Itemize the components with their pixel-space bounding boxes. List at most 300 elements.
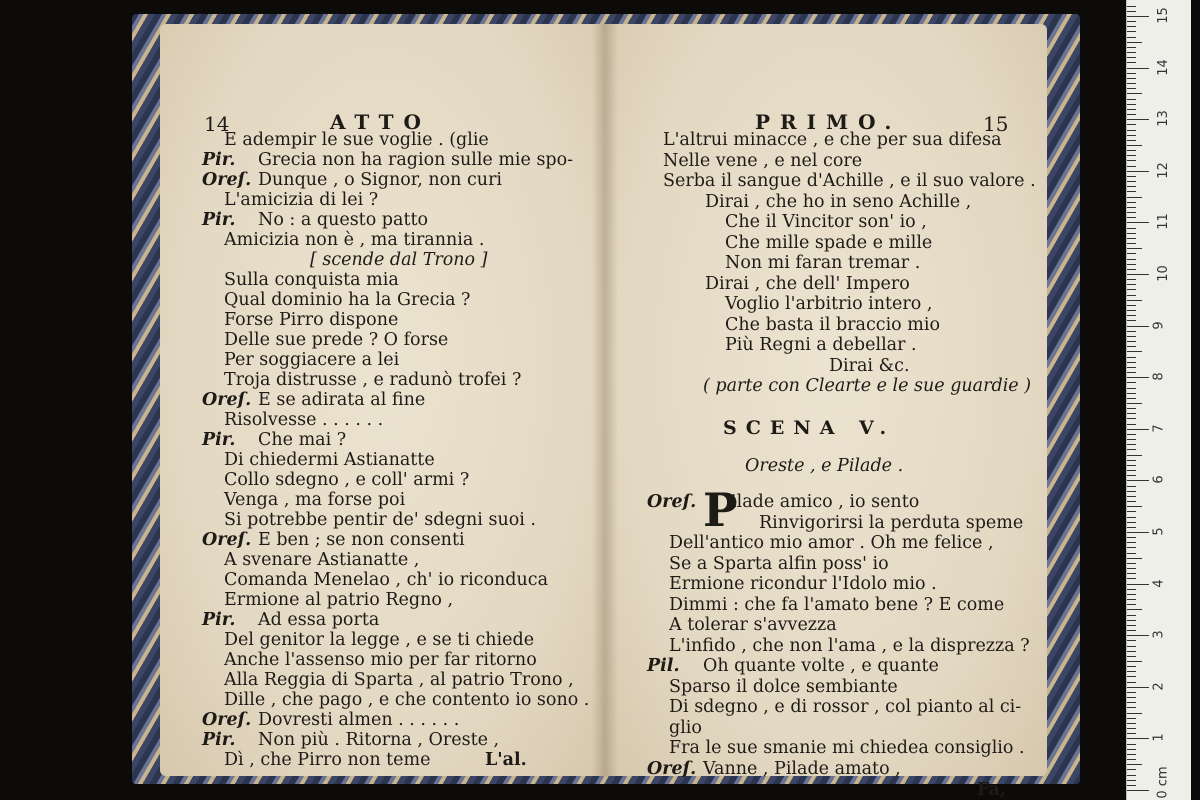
ruler-tick <box>1127 671 1136 672</box>
ruler-tick <box>1127 398 1136 399</box>
ruler-tick <box>1127 160 1136 161</box>
speaker-label: Pir. <box>202 150 236 170</box>
speaker-label: Pir. <box>202 730 236 750</box>
verse-text: Troja distrusse , e radunò trofei ? <box>224 370 522 390</box>
text-line <box>160 710 459 730</box>
verse-text: E ben ; se non consenti <box>258 530 465 550</box>
ruler-tick <box>1127 16 1149 17</box>
ruler-tick <box>1127 759 1136 760</box>
verse-text: ilade amico , io sento <box>731 492 920 512</box>
ruler-tick <box>1127 202 1136 203</box>
verse-text: Grecia non ha ragion sulle mie spo- <box>258 150 574 170</box>
ruler-tick <box>1127 635 1149 636</box>
ruler-tick <box>1127 238 1136 239</box>
speaker-label: Oreſ. <box>202 390 252 410</box>
ruler-tick <box>1127 578 1136 579</box>
ruler-tick <box>1127 573 1136 574</box>
ruler-tick <box>1127 429 1149 430</box>
text-line <box>605 636 1030 656</box>
ruler-tick <box>1127 449 1136 450</box>
ruler-tick <box>1127 749 1136 750</box>
ruler-tick <box>1127 166 1136 167</box>
text-line <box>605 130 1002 150</box>
ruler-tick <box>1127 661 1142 662</box>
scene-title: SCENA V. <box>723 417 896 439</box>
ruler-tick <box>1127 305 1136 306</box>
text-line <box>605 151 862 171</box>
verse-text: Dille , che pago , e che contento io sono . <box>224 690 590 710</box>
ruler-tick <box>1127 99 1136 100</box>
ruler-tick <box>1127 439 1136 440</box>
ruler-tick <box>1127 222 1149 223</box>
ruler-tick <box>1127 351 1142 352</box>
catchword-left: L'al. <box>485 750 527 770</box>
ruler-tick <box>1127 336 1136 337</box>
verse-text: Non più . Ritorna , Oreste , <box>258 730 500 750</box>
catchword-right: Fa, <box>977 780 1006 800</box>
text-line <box>160 570 548 590</box>
ruler-tick <box>1127 785 1136 786</box>
ruler-tick <box>1127 264 1136 265</box>
ruler-tick <box>1127 615 1136 616</box>
ruler-tick <box>1127 130 1136 131</box>
speaker-label: Pir. <box>202 210 236 230</box>
verse-text: Anche l'assenso mio per far ritorno <box>224 650 537 670</box>
ruler-tick <box>1127 517 1136 518</box>
text-line <box>160 390 425 410</box>
speaker-label: Pir. <box>202 430 236 450</box>
verse-text: E adempir le sue voglie . (glie <box>224 130 489 150</box>
ruler-tick <box>1127 687 1149 688</box>
text-line <box>605 718 702 738</box>
ruler-tick <box>1127 52 1136 53</box>
text-line <box>160 150 573 170</box>
ruler-number: 10 <box>1155 265 1171 282</box>
text-line <box>160 590 453 610</box>
ruler-tick <box>1127 289 1136 290</box>
verse-text: glio <box>669 717 702 738</box>
ruler-number: 15 <box>1155 7 1171 24</box>
text-line <box>605 315 940 335</box>
verse-text: Comanda Menelao , ch' io riconduca <box>224 570 548 590</box>
ruler-tick <box>1127 418 1136 419</box>
ruler-number: 9 <box>1151 320 1167 330</box>
ruler-tick <box>1127 228 1136 229</box>
verse-text: Dirai &c. <box>829 355 910 376</box>
verse-text: Che mai ? <box>258 430 347 450</box>
verse-text: Qual dominio ha la Grecia ? <box>224 290 471 310</box>
ruler-tick <box>1127 713 1142 714</box>
ruler-tick <box>1127 320 1136 321</box>
ruler-tick <box>1127 171 1149 172</box>
ruler-tick <box>1127 279 1136 280</box>
text-line <box>605 171 1036 191</box>
ruler-tick <box>1127 207 1136 208</box>
ruler-tick <box>1127 357 1136 358</box>
ruler-tick <box>1127 21 1136 22</box>
verse-text: Amicizia non è , ma tirannia . <box>224 230 485 250</box>
ruler-tick <box>1127 367 1136 368</box>
ruler-tick <box>1127 434 1136 435</box>
ruler-tick <box>1127 532 1149 533</box>
verse-text: Risolvesse . . . . . . <box>224 410 384 430</box>
ruler-tick <box>1127 666 1136 667</box>
ruler-tick <box>1127 253 1136 254</box>
text-line <box>160 330 448 350</box>
text-line <box>160 730 499 750</box>
ruler-tick <box>1127 496 1136 497</box>
verse-text: Serba il sangue d'Achille , e il suo valore . <box>663 171 1036 191</box>
verse-text: Nelle vene , e nel core <box>663 150 863 171</box>
ruler-tick <box>1127 217 1136 218</box>
running-head-left: ATTO <box>330 110 431 134</box>
text-line <box>605 574 937 594</box>
verse-text: Dirai , che ho in seno Achille , <box>705 191 972 212</box>
ruler-tick <box>1127 62 1136 63</box>
text-line <box>160 430 346 450</box>
text-line <box>160 510 536 530</box>
ruler-tick <box>1127 707 1136 708</box>
ruler-tick <box>1127 197 1142 198</box>
verse-text: Voglio l'arbitrio intero , <box>725 294 933 314</box>
text-line <box>160 610 379 630</box>
ruler-tick <box>1127 733 1136 734</box>
ruler-tick <box>1127 413 1136 414</box>
ruler-tick <box>1127 790 1149 791</box>
verse-text: L'infido , che non l'ama , e la disprezza ? <box>669 635 1030 656</box>
ruler-tick <box>1127 444 1136 445</box>
text-line <box>160 230 484 250</box>
text-line <box>160 630 534 650</box>
ruler-number: 3 <box>1151 630 1167 639</box>
text-line <box>160 410 383 430</box>
ruler-tick <box>1127 181 1136 182</box>
ruler-tick <box>1127 486 1136 487</box>
ruler-tick <box>1127 501 1136 502</box>
verse-text: Che mille spade e mille <box>725 232 933 253</box>
ruler-tick <box>1127 233 1136 234</box>
text-line <box>160 290 470 310</box>
ruler-tick <box>1127 702 1136 703</box>
text-line <box>605 697 1021 717</box>
text-line <box>605 554 889 574</box>
text-line <box>160 270 399 290</box>
ruler-tick <box>1127 42 1142 43</box>
ruler-tick <box>1127 114 1136 115</box>
verse-text: Se a Sparta alfin poss' io <box>669 553 889 574</box>
right-page <box>605 24 1047 800</box>
ruler-tick <box>1127 300 1142 301</box>
ruler-tick <box>1127 388 1136 389</box>
text-line <box>160 370 521 390</box>
ruler-tick <box>1127 11 1136 12</box>
measuring-ruler <box>1126 0 1191 800</box>
text-line <box>605 759 901 779</box>
verse-text: Ermione al patrio Regno , <box>224 590 454 610</box>
ruler-tick <box>1127 326 1149 327</box>
verse-text: Di chiedermi Astianatte <box>224 450 435 470</box>
ruler-tick <box>1127 537 1136 538</box>
ruler-tick <box>1127 599 1136 600</box>
text-line <box>310 250 488 270</box>
ruler-tick <box>1127 346 1136 347</box>
ruler-tick <box>1127 455 1142 456</box>
ruler-tick <box>1127 26 1136 27</box>
ruler-tick <box>1127 315 1136 316</box>
text-line <box>160 650 537 670</box>
ruler-tick <box>1127 754 1136 755</box>
speaker-label: Pir. <box>202 610 236 630</box>
verse-text: Dovresti almen . . . . . . <box>258 710 460 730</box>
verse-text: Venga , ma forse poi <box>224 490 406 510</box>
ruler-number: 1 <box>1151 733 1167 743</box>
ruler-tick <box>1127 155 1136 156</box>
ruler-tick <box>1127 377 1149 378</box>
ruler-tick <box>1127 145 1142 146</box>
ruler-tick <box>1127 506 1142 507</box>
speaker-label: Oreſ. <box>202 170 252 190</box>
ruler-tick <box>1127 150 1136 151</box>
ruler-tick <box>1127 135 1136 136</box>
ruler-number: 13 <box>1155 110 1171 127</box>
page-number-left: 14 <box>204 112 230 136</box>
ruler-tick <box>1127 728 1136 729</box>
ruler-tick <box>1127 243 1136 244</box>
verse-text: L'amicizia di lei ? <box>224 190 379 210</box>
ruler-tick <box>1127 47 1136 48</box>
ruler-tick <box>1127 124 1136 125</box>
verse-text: Sulla conquista mia <box>224 270 399 290</box>
text-line <box>160 170 502 190</box>
ruler-tick <box>1127 620 1136 621</box>
text-line <box>605 356 910 376</box>
verse-text: Del genitor la legge , e se ti chiede <box>224 630 535 650</box>
ruler-tick <box>1127 372 1136 373</box>
text-line <box>605 376 1031 396</box>
verse-text: Dunque , o Signor, non curi <box>258 170 503 190</box>
speaker-label: Oreſ. <box>647 492 697 512</box>
ruler-tick <box>1127 341 1136 342</box>
text-line <box>160 310 398 330</box>
ruler-tick <box>1127 764 1142 765</box>
ruler-tick <box>1127 310 1136 311</box>
ruler-tick <box>1127 37 1136 38</box>
ruler-tick <box>1127 738 1149 739</box>
verse-text: Che basta il braccio mio <box>725 314 941 335</box>
verse-text: Dì , che Pirro non teme <box>224 750 431 770</box>
text-line <box>160 350 399 370</box>
verse-text: Alla Reggia di Sparta , al patrio Trono , <box>224 670 574 690</box>
verse-text: A tolerar s'avvezza <box>669 615 837 635</box>
text-line <box>605 533 994 553</box>
ruler-tick <box>1127 775 1136 776</box>
ruler-tick <box>1127 744 1136 745</box>
verse-text: Più Regni a debellar . <box>725 335 917 355</box>
ruler-tick <box>1127 769 1136 770</box>
verse-text: Ermione ricondur l'Idolo mio . <box>669 574 937 594</box>
ruler-tick <box>1127 542 1136 543</box>
ruler-tick <box>1127 475 1136 476</box>
ruler-tick <box>1127 284 1136 285</box>
ruler-tick <box>1127 274 1149 275</box>
text-line <box>160 190 378 210</box>
ruler-tick <box>1127 68 1149 69</box>
text-line <box>605 738 1025 758</box>
text-line <box>605 253 920 273</box>
verse-text: Dell'antico mio amor . Oh me felice , <box>669 533 994 553</box>
text-line <box>605 513 1023 533</box>
verse-text: Dimmi : che fa l'amato bene ? E come <box>669 594 1005 615</box>
ruler-tick <box>1127 140 1136 141</box>
ruler-number: 14 <box>1155 58 1171 76</box>
ruler-tick <box>1127 408 1136 409</box>
verse-text: Forse Pirro dispone <box>224 310 399 330</box>
ruler-tick <box>1127 511 1136 512</box>
ruler-tick <box>1127 460 1136 461</box>
ruler-tick <box>1127 57 1136 58</box>
ruler-number: 6 <box>1151 475 1167 485</box>
ruler-tick <box>1127 522 1136 523</box>
ruler-tick <box>1127 594 1136 595</box>
verse-text: E se adirata al fine <box>258 390 426 410</box>
text-line <box>605 492 919 512</box>
ruler-tick <box>1127 109 1136 110</box>
text-line <box>160 470 469 490</box>
ruler-tick <box>1127 718 1136 719</box>
ruler-tick <box>1127 73 1136 74</box>
ruler-tick <box>1127 491 1136 492</box>
verse-text: Che il Vincitor son' io , <box>725 212 927 232</box>
speaker-label: Oreſ. <box>647 758 697 779</box>
ruler-tick <box>1127 584 1149 585</box>
ruler-tick <box>1127 362 1136 363</box>
text-line <box>160 550 419 570</box>
ruler-number: 4 <box>1151 578 1167 588</box>
text-line <box>605 294 932 314</box>
ruler-tick <box>1127 382 1136 383</box>
drop-cap: P <box>703 483 738 537</box>
scene-characters: Oreste , e Pilade . <box>745 456 904 476</box>
ruler-tick <box>1127 646 1136 647</box>
verse-text: Di sdegno , e di rossor , col pianto al ci- <box>669 697 1022 717</box>
text-line <box>605 274 910 294</box>
verse-text: A svenare Astianatte , <box>224 550 420 570</box>
text-line <box>160 490 405 510</box>
ruler-number: 2 <box>1151 682 1167 691</box>
ruler-tick <box>1127 295 1136 296</box>
verse-text: Delle sue prede ? O forse <box>224 330 449 350</box>
ruler-tick <box>1127 723 1136 724</box>
ruler-tick <box>1127 656 1136 657</box>
verse-text: Per soggiacere a lei <box>224 350 400 370</box>
ruler-tick <box>1127 248 1142 249</box>
verse-text: Rinvigorirsi la perduta speme <box>759 512 1024 533</box>
ruler-tick <box>1127 697 1136 698</box>
ruler-tick <box>1127 403 1142 404</box>
verse-text: Fra le sue smanie mi chiedea consiglio . <box>669 738 1025 758</box>
ruler-tick <box>1127 31 1136 32</box>
text-line <box>160 210 428 230</box>
ruler-tick <box>1127 119 1149 120</box>
ruler-tick <box>1127 630 1136 631</box>
ruler-tick <box>1127 558 1142 559</box>
left-page <box>160 24 605 776</box>
ruler-tick <box>1127 259 1136 260</box>
verse-text: Vanne , Pilade amato , <box>703 758 901 779</box>
verse-text: Sparso il dolce sembiante <box>669 676 898 697</box>
ruler-tick <box>1127 682 1136 683</box>
text-line <box>605 212 927 232</box>
text-line <box>605 615 837 635</box>
ruler-tick <box>1127 331 1136 332</box>
text-line <box>160 670 574 690</box>
ruler-tick <box>1127 424 1136 425</box>
speaker-label: Pil. <box>647 656 680 676</box>
ruler-tick <box>1127 88 1136 89</box>
text-line <box>160 750 431 770</box>
ruler-tick <box>1127 780 1136 781</box>
ruler-tick <box>1127 83 1136 84</box>
ruler-tick <box>1127 640 1136 641</box>
ruler-tick <box>1127 186 1136 187</box>
verse-text: ( parte con Clearte e le sue guardie ) <box>703 376 1032 396</box>
verse-text: Non mi faran tremar . <box>725 253 921 273</box>
speaker-label: Oreſ. <box>202 710 252 730</box>
ruler-tick <box>1127 191 1136 192</box>
text-line <box>160 450 435 470</box>
verse-text: Dirai , che dell' Impero <box>705 273 910 294</box>
ruler-tick <box>1127 589 1136 590</box>
verse-text: L'altrui minacce , e che per sua difesa <box>663 130 1002 150</box>
ruler-tick <box>1127 563 1136 564</box>
ruler-number: 7 <box>1151 424 1167 433</box>
verse-text: No : a questo patto <box>258 210 429 230</box>
ruler-tick <box>1127 393 1136 394</box>
verse-text: [ scende dal Trono ] <box>310 250 488 270</box>
page-number-right: 15 <box>983 112 1009 136</box>
ruler-tick <box>1127 176 1136 177</box>
running-head-right: PRIMO. <box>755 110 902 134</box>
ruler-tick <box>1127 480 1149 481</box>
text-line <box>605 233 932 253</box>
ruler-tick <box>1127 465 1136 466</box>
ruler-tick <box>1127 269 1136 270</box>
ruler-number: 11 <box>1155 213 1171 231</box>
ruler-tick <box>1127 93 1142 94</box>
text-line <box>160 690 589 710</box>
ruler-tick <box>1127 6 1136 7</box>
verse-text: Ad essa porta <box>258 610 380 630</box>
ruler-number: 5 <box>1151 527 1167 536</box>
text-line <box>605 595 1004 615</box>
ruler-tick <box>1127 625 1136 626</box>
text-line <box>605 677 898 697</box>
ruler-tick <box>1127 651 1136 652</box>
ruler-tick <box>1127 568 1136 569</box>
text-line <box>160 130 489 150</box>
speaker-label: Oreſ. <box>202 530 252 550</box>
ruler-number: 8 <box>1151 372 1167 381</box>
ruler-tick <box>1127 212 1136 213</box>
verse-text: Si potrebbe pentir de' sdegni suoi . <box>224 510 536 530</box>
ruler-tick <box>1127 547 1136 548</box>
ruler-number: 12 <box>1155 162 1171 179</box>
ruler-tick <box>1127 609 1142 610</box>
text-line <box>605 335 917 355</box>
verse-text: Collo sdegno , e coll' armi ? <box>224 470 470 490</box>
ruler-tick <box>1127 527 1136 528</box>
text-line <box>605 192 971 212</box>
